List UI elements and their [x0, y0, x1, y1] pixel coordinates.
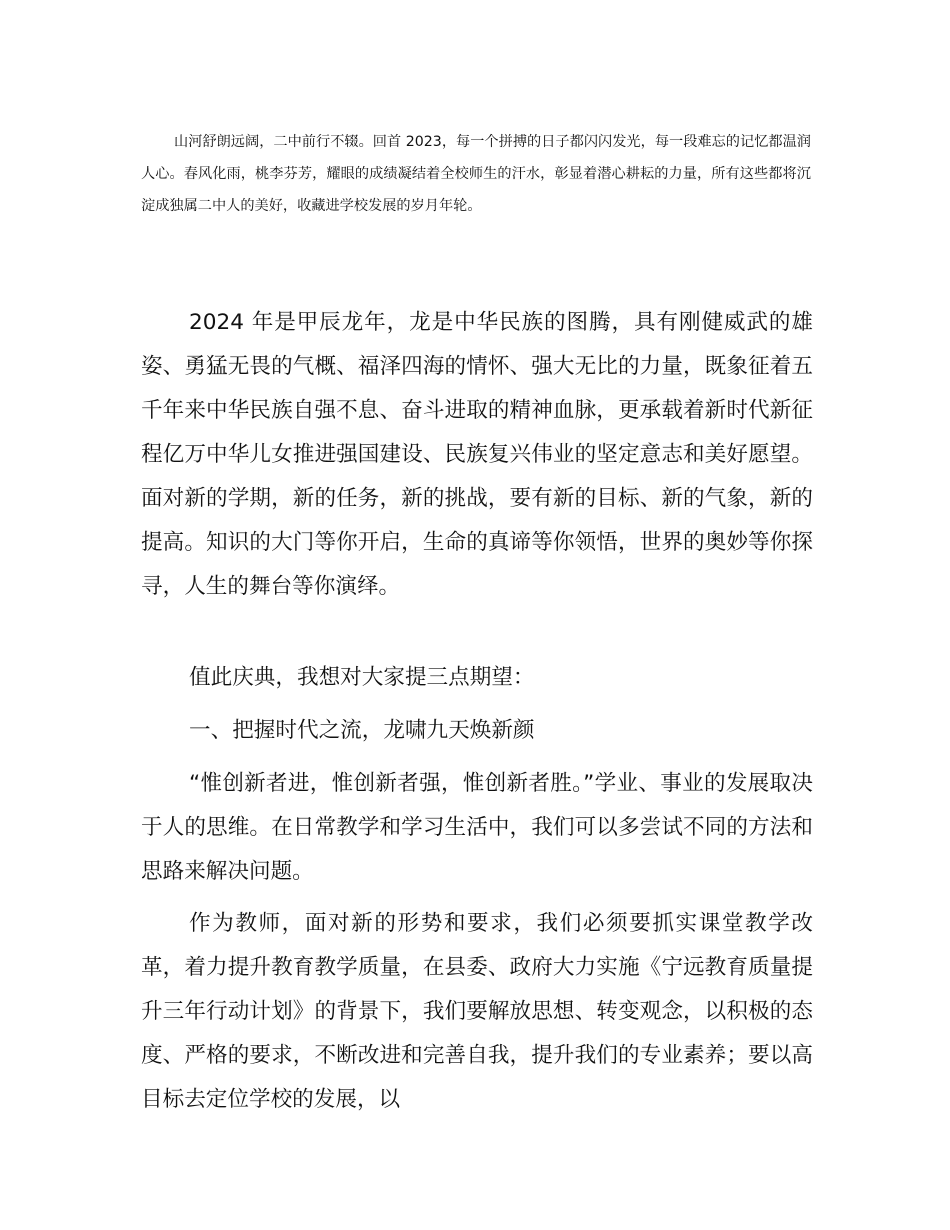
teacher-paragraph: 作为教师，面对新的形势和要求，我们必须要抓实课堂教学改革，着力提升教育教学质量，在县委、政府大力实施《宁远教育质量提升三年行动计划》的背景下，我们要解放思想、转变观念，以积极的态度、严格的要求，不断改进和完善自我，提升我们的专业素养；要以高目标去定位学校的发展，以 — [141, 911, 813, 1112]
dragon-year-paragraph: 2024 年是甲辰龙年，龙是中华民族的图腾，具有刚健威武的雄姿、勇猛无畏的气概、福泽四海的情怀、强大无比的力量，既象征着五千年来中华民族自强不息、奋斗进取的精神血脉，更承载着新时代新征程亿万中华儿女推进强国建设、民族复兴伟业的坚定意志和美好愿望。面对新的学期，新的任务，新的挑战，要有新的目标、新的气象，新的提高。知识的大门等你开启，生命的真谛等你领悟，世界的奥妙等你探寻，人生的舞台等你演绎。 — [141, 310, 813, 599]
intro-paragraph: 山河舒朗远阔，二中前行不辍。回首 2023，每一个拼搏的日子都闪闪发光，每一段难忘的记忆都温润人心。春风化雨，桃李芬芳，耀眼的成绩凝结着全校师生的汗水，彰显着潜心耕耘的力量，所有这些都将沉淀成独属二中人的美好，收藏进学校发展的岁月年轮。 — [141, 134, 811, 214]
innovation-paragraph: “惟创新者进，惟创新者强，惟创新者胜。”学业、事业的发展取决于人的思维。在日常教学和学习生活中，我们可以多尝试不同的方法和思路来解决问题。 — [141, 771, 813, 884]
expectations-intro: 值此庆典，我想对大家提三点期望： — [189, 665, 535, 690]
section-heading-one: 一、把握时代之流，龙啸九天焕新颜 — [189, 718, 535, 743]
